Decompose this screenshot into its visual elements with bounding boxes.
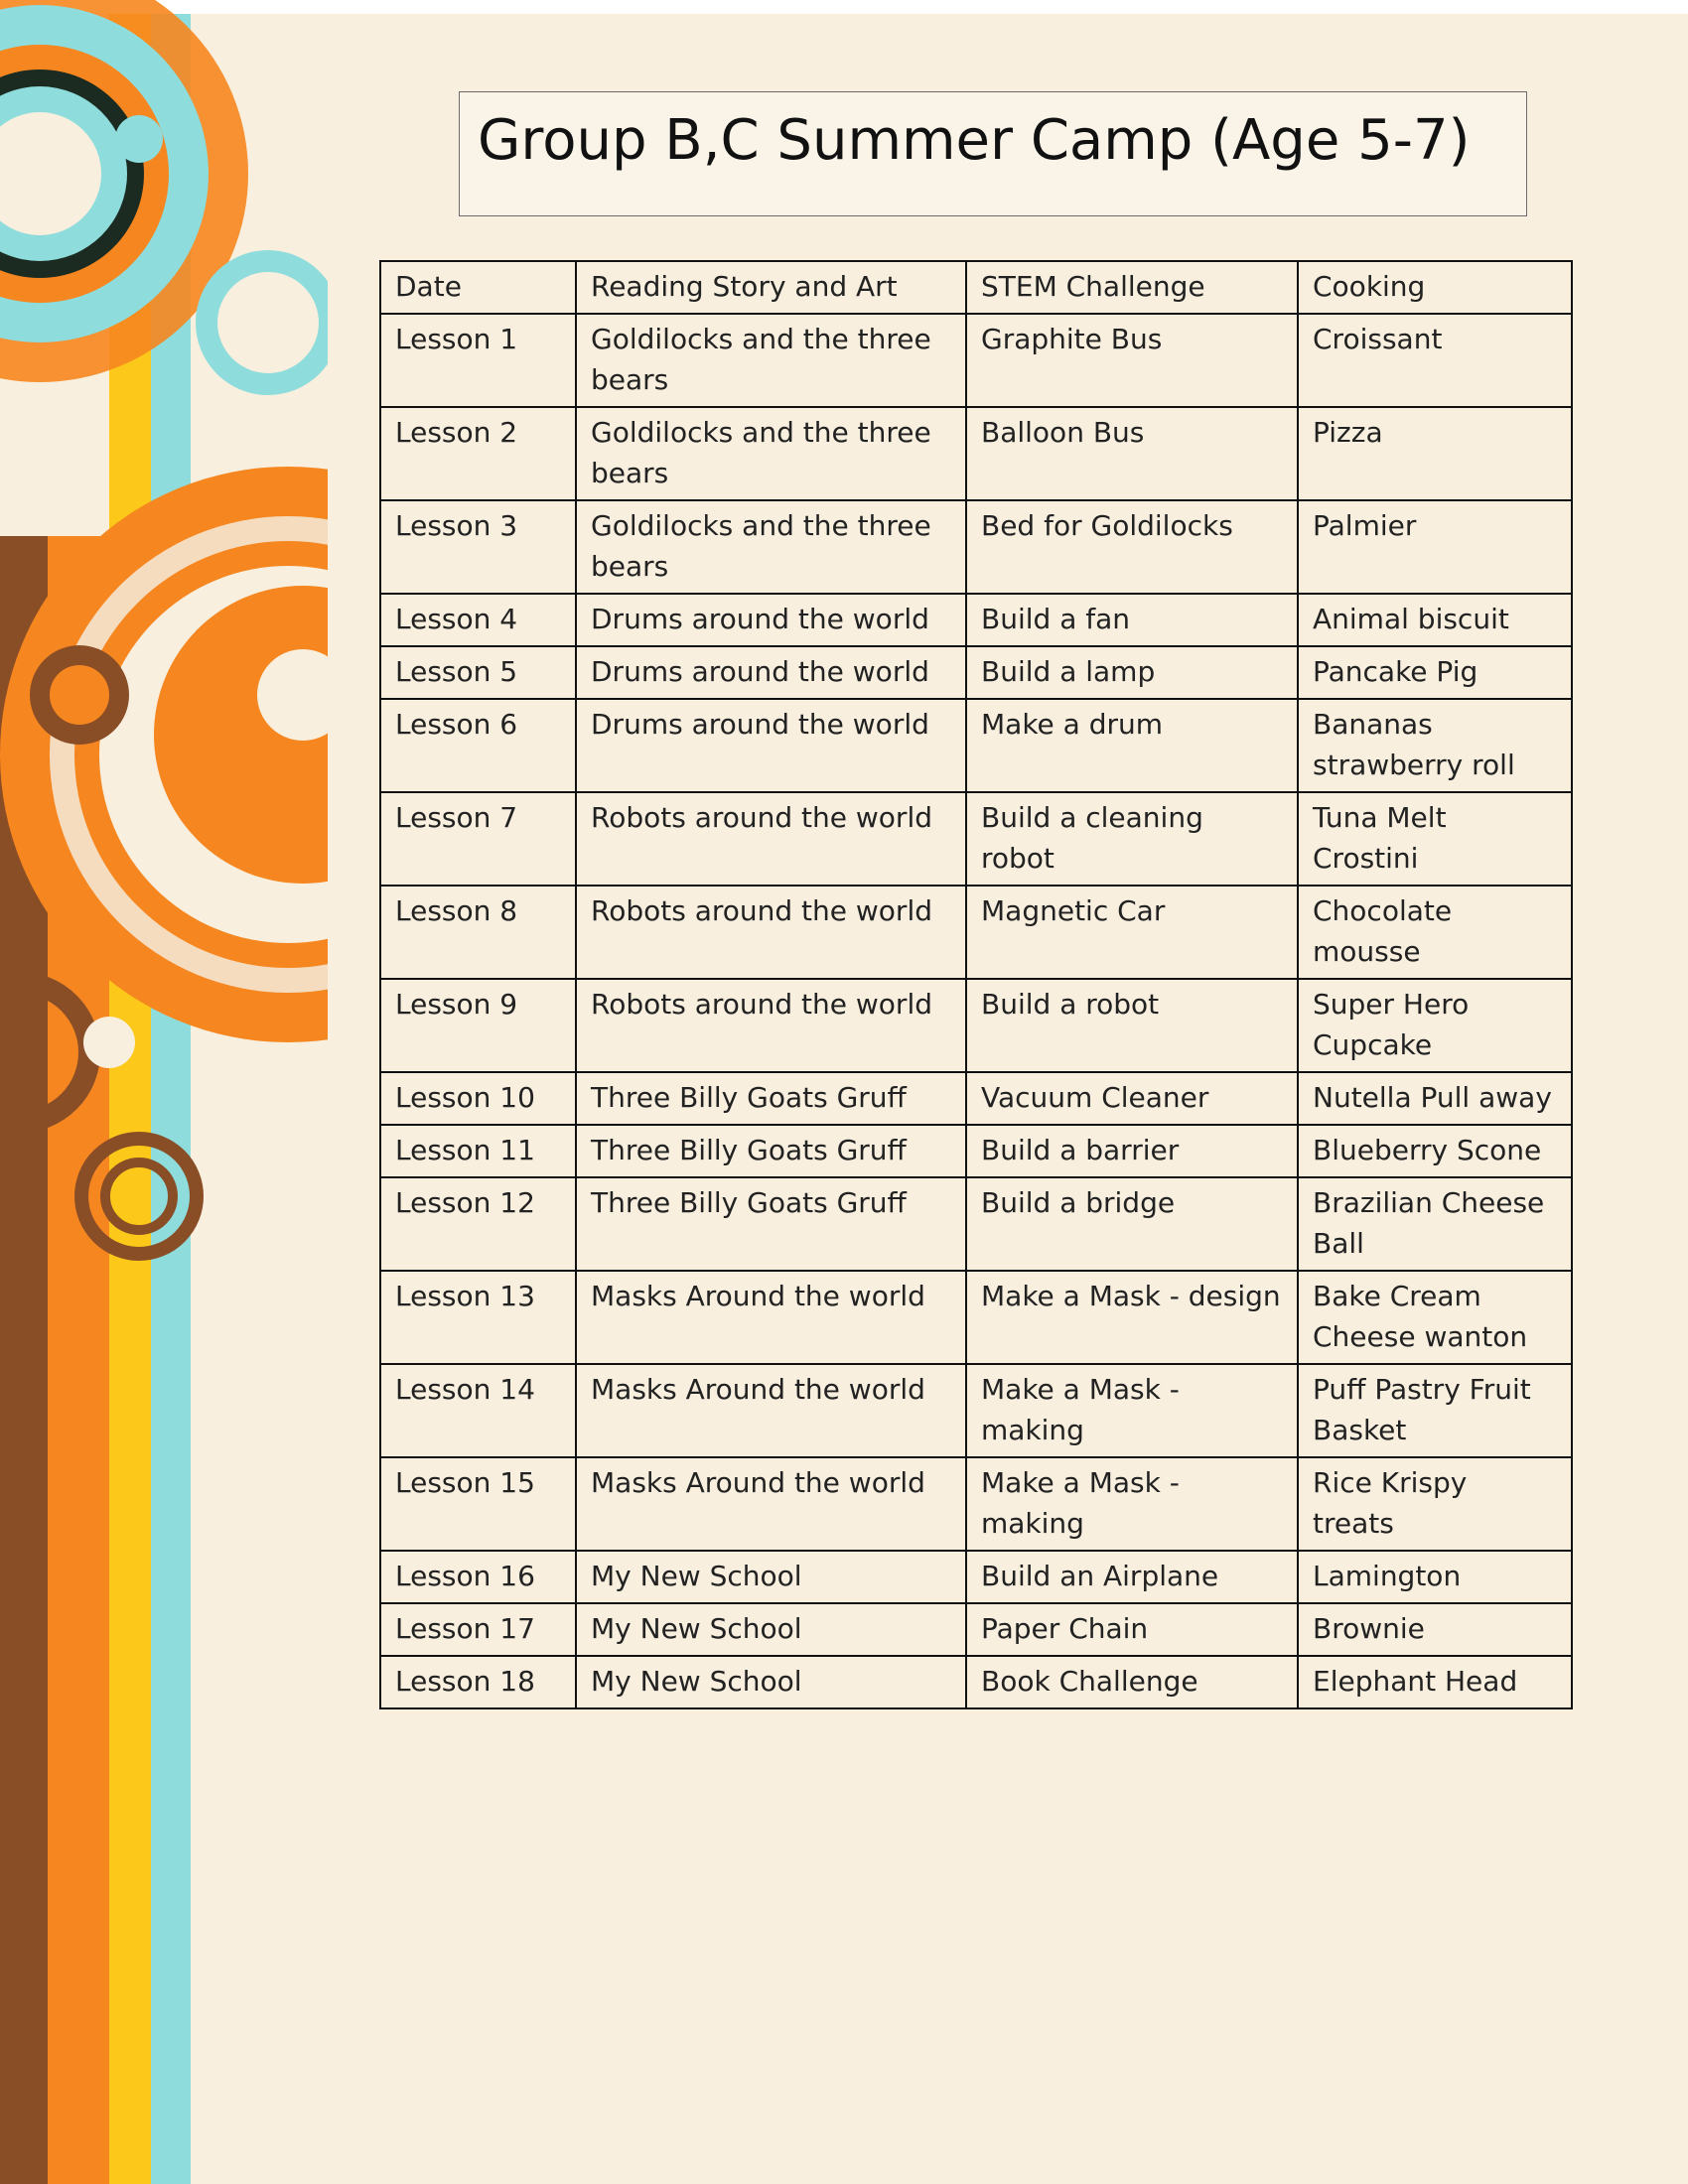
table-row [380,1125,1572,1177]
cell-cooking: Brazilian Cheese Ball [1298,1177,1572,1271]
cell-date: Lesson 16 [380,1551,576,1603]
cell-stem: Balloon Bus [966,407,1298,500]
page-title: Group B,C Summer Camp (Age 5-7) [478,108,1471,173]
cell-date: Lesson 12 [380,1177,576,1271]
table-row [380,500,1572,594]
cell-date: Lesson 15 [380,1457,576,1551]
cell-reading: Goldilocks and the three bears [576,500,966,594]
cell-stem: Graphite Bus [966,314,1298,407]
table-row [380,979,1572,1072]
cell-date: Lesson 14 [380,1364,576,1457]
cell-stem: Make a Mask - making [966,1457,1298,1551]
table-row [380,1603,1572,1656]
cell-date: Lesson 2 [380,407,576,500]
cell-stem: Bed for Goldilocks [966,500,1298,594]
cell-cooking: Puff Pastry Fruit Basket [1298,1364,1572,1457]
cell-cooking: Tuna Melt Crostini [1298,792,1572,886]
cell-reading: Drums around the world [576,699,966,792]
table-row [380,1457,1572,1551]
schedule-table [379,260,1573,1709]
cell-cooking: Blueberry Scone [1298,1125,1572,1177]
decorative-swirl-artwork [0,0,328,2184]
column-header-stem: STEM Challenge [966,261,1298,314]
table-row [380,594,1572,646]
cell-reading: Three Billy Goats Gruff [576,1072,966,1125]
cell-reading: Three Billy Goats Gruff [576,1125,966,1177]
cell-reading: Masks Around the world [576,1457,966,1551]
table-row [380,1656,1572,1708]
cell-date: Lesson 4 [380,594,576,646]
cell-cooking: Animal biscuit [1298,594,1572,646]
cell-reading: Masks Around the world [576,1271,966,1364]
cell-cooking: Lamington [1298,1551,1572,1603]
cell-cooking: Palmier [1298,500,1572,594]
cell-reading: Three Billy Goats Gruff [576,1177,966,1271]
cell-stem: Magnetic Car [966,886,1298,979]
cell-stem: Make a Mask - design [966,1271,1298,1364]
cell-reading: Masks Around the world [576,1364,966,1457]
table-row [380,792,1572,886]
table-row [380,646,1572,699]
table-row [380,1364,1572,1457]
cell-stem: Build a lamp [966,646,1298,699]
table-row [380,1551,1572,1603]
cell-reading: Goldilocks and the three bears [576,407,966,500]
table-row [380,1271,1572,1364]
cell-date: Lesson 8 [380,886,576,979]
cell-stem: Build a robot [966,979,1298,1072]
cell-date: Lesson 10 [380,1072,576,1125]
cell-stem: Build a cleaning robot [966,792,1298,886]
table-row [380,886,1572,979]
cell-date: Lesson 3 [380,500,576,594]
cell-stem: Build a fan [966,594,1298,646]
cell-reading: Robots around the world [576,886,966,979]
cell-date: Lesson 11 [380,1125,576,1177]
cell-date: Lesson 7 [380,792,576,886]
cell-cooking: Nutella Pull away [1298,1072,1572,1125]
cell-reading: Robots around the world [576,792,966,886]
title-box [459,91,1527,216]
cell-reading: My New School [576,1603,966,1656]
cell-date: Lesson 1 [380,314,576,407]
cell-stem: Make a drum [966,699,1298,792]
cell-reading: Robots around the world [576,979,966,1072]
cell-cooking: Chocolate mousse [1298,886,1572,979]
cell-reading: Goldilocks and the three bears [576,314,966,407]
cell-date: Lesson 9 [380,979,576,1072]
cell-stem: Build a barrier [966,1125,1298,1177]
cell-reading: Drums around the world [576,594,966,646]
cell-stem: Build a bridge [966,1177,1298,1271]
cell-stem: Build an Airplane [966,1551,1298,1603]
column-header-cooking: Cooking [1298,261,1572,314]
column-header-reading: Reading Story and Art [576,261,966,314]
table-row [380,1177,1572,1271]
cell-reading: My New School [576,1656,966,1708]
cell-reading: My New School [576,1551,966,1603]
column-header-date: Date [380,261,576,314]
cell-stem: Paper Chain [966,1603,1298,1656]
cell-cooking: Bake Cream Cheese wanton [1298,1271,1572,1364]
cell-date: Lesson 13 [380,1271,576,1364]
cell-stem: Book Challenge [966,1656,1298,1708]
cell-date: Lesson 17 [380,1603,576,1656]
cell-date: Lesson 18 [380,1656,576,1708]
cell-cooking: Rice Krispy treats [1298,1457,1572,1551]
cell-cooking: Pancake Pig [1298,646,1572,699]
cell-cooking: Bananas strawberry roll [1298,699,1572,792]
cell-cooking: Croissant [1298,314,1572,407]
cell-date: Lesson 5 [380,646,576,699]
cell-cooking: Super Hero Cupcake [1298,979,1572,1072]
table-row [380,1072,1572,1125]
table-row [380,407,1572,500]
cell-cooking: Pizza [1298,407,1572,500]
cell-cooking: Elephant Head [1298,1656,1572,1708]
cell-cooking: Brownie [1298,1603,1572,1656]
cell-stem: Vacuum Cleaner [966,1072,1298,1125]
cell-date: Lesson 6 [380,699,576,792]
cell-stem: Make a Mask - making [966,1364,1298,1457]
table-header-row [380,261,1572,314]
cell-reading: Drums around the world [576,646,966,699]
table-row [380,314,1572,407]
table-row [380,699,1572,792]
